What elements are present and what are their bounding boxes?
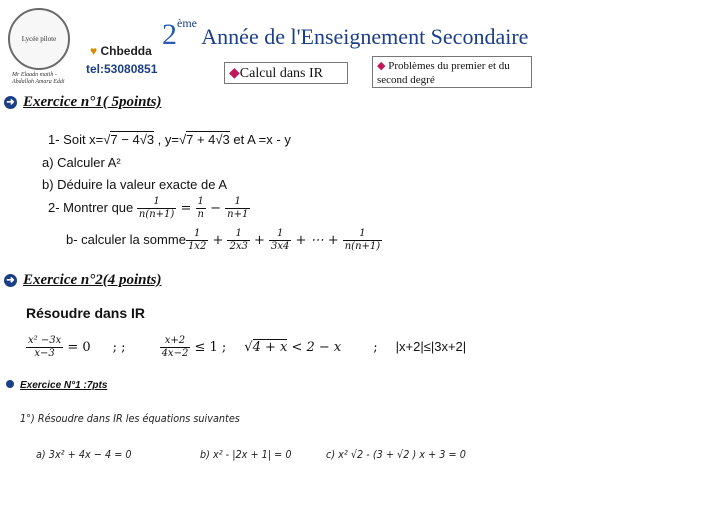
arrow-right-icon: ➜: [4, 274, 17, 287]
numerator: 1: [227, 228, 249, 241]
q1-suffix: et A =x - y: [229, 132, 291, 147]
exercise-3-title: Exercice N°1 :7pts: [20, 380, 108, 391]
fraction: [269, 228, 291, 253]
denominator: n(n+1): [344, 241, 381, 252]
arrow-right-icon: ➜: [4, 96, 17, 109]
school-label: Chbedda: [100, 44, 152, 58]
denominator: n: [197, 209, 204, 220]
ex1-question-a: a) Calculer A²: [42, 155, 121, 170]
ex1-question-2b: [66, 228, 382, 253]
fraction: [225, 196, 250, 221]
topic-box-problemes: [372, 56, 532, 88]
q2b-prefix: b- calculer la somme: [66, 231, 186, 247]
ex3-equation-a: a) 3x² + 4x − 4 = 0: [36, 448, 132, 461]
ellipsis-sum: + ⋯ +: [291, 232, 343, 248]
title-number: 2: [162, 18, 177, 51]
fraction: [343, 228, 382, 253]
equation-4: |x+2|≤|3x+2|: [395, 339, 467, 355]
plus-sign: +: [208, 232, 228, 248]
numerator: 1: [225, 196, 250, 209]
topic-box-label: Calcul dans IR: [239, 66, 323, 81]
equation-3-rest: < 2 − x: [287, 340, 342, 356]
title-sup: ème: [177, 16, 197, 30]
fraction: [186, 228, 208, 253]
diamond-icon: ◆: [377, 60, 386, 72]
q1-y-prefix: , y=√: [154, 132, 187, 147]
ex2-equations: [26, 335, 716, 360]
ex1-question-1: [48, 132, 291, 147]
denominator: 2x3: [229, 241, 248, 252]
numerator: x² −3x: [28, 335, 62, 346]
school-logo: [8, 8, 70, 70]
equals-sign: =: [176, 200, 196, 216]
numerator: x+2: [160, 335, 191, 348]
topic-box-label: Problèmes du premier et du second degré: [377, 60, 510, 86]
q1-y-radicand: 7 + 4√3: [186, 132, 230, 147]
exercise-2-title: Exercice n°2(4 points): [23, 272, 162, 288]
exercise-2-heading: [4, 272, 162, 289]
denominator: x−3: [34, 348, 55, 359]
fraction: [196, 196, 206, 221]
numerator: 1: [186, 228, 208, 241]
logo-caption: Mr Elaadn matih - Abdallah Amara Eddi: [12, 72, 65, 85]
phone-number: tel:53080851: [86, 62, 158, 76]
numerator: 1: [137, 196, 176, 209]
denominator: n(n+1): [138, 209, 175, 220]
denominator: 4x−2: [161, 348, 189, 359]
separator: ; ;: [112, 340, 126, 356]
q2-prefix: 2- Montrer que: [48, 199, 134, 215]
ex3-equation-b: b) x² - |2x + 1| = 0: [200, 448, 292, 461]
logo-text: Lycée pilote: [21, 35, 57, 43]
fraction: [160, 335, 191, 360]
diamond-icon: ◆: [229, 66, 240, 81]
plus-sign: +: [249, 232, 270, 248]
title-text: Année de l'Enseignement Secondaire: [197, 24, 529, 49]
school-name: [90, 44, 152, 58]
exercise-1-heading: [4, 94, 162, 111]
exercise-1-title: Exercice n°1( 5points): [23, 94, 162, 110]
denominator: n+1: [227, 209, 249, 220]
minus-sign: −: [205, 200, 226, 216]
fraction: [227, 228, 249, 253]
denominator: 1x2: [187, 241, 207, 252]
numerator: 1: [343, 228, 382, 241]
ex1-question-b: b) Déduire la valeur exacte de A: [42, 177, 227, 192]
q1-x-radicand: 7 − 4√3: [110, 132, 155, 147]
separator: ;: [373, 340, 378, 356]
q1-prefix: 1- Soit x=√: [48, 132, 111, 147]
numerator: 1: [196, 196, 206, 209]
fraction: [26, 335, 63, 360]
equation-1-rest: = 0: [63, 340, 91, 356]
topic-box-calcul: [224, 62, 348, 84]
sqrt-radicand: 4 + x: [252, 340, 288, 356]
fraction: [137, 196, 176, 221]
page-title: [162, 18, 528, 52]
bullet-icon: [6, 380, 14, 388]
ex3-intro: 1°) Résoudre dans IR les équations suivantes: [20, 412, 240, 425]
equation-2-rest: ≤ 1 ;: [190, 340, 227, 356]
ex3-equation-c: c) x² √2 - (3 + √2 ) x + 3 = 0: [326, 448, 466, 461]
exercise-3-heading: [6, 380, 107, 391]
location-pin-icon: ♥: [90, 44, 98, 58]
ex2-subtitle: Résoudre dans IR: [26, 305, 146, 321]
equation-3: √4 + x < 2 − x: [244, 340, 342, 356]
denominator: 3x4: [271, 241, 290, 252]
numerator: 1: [269, 228, 291, 241]
ex1-question-2: [48, 196, 250, 221]
